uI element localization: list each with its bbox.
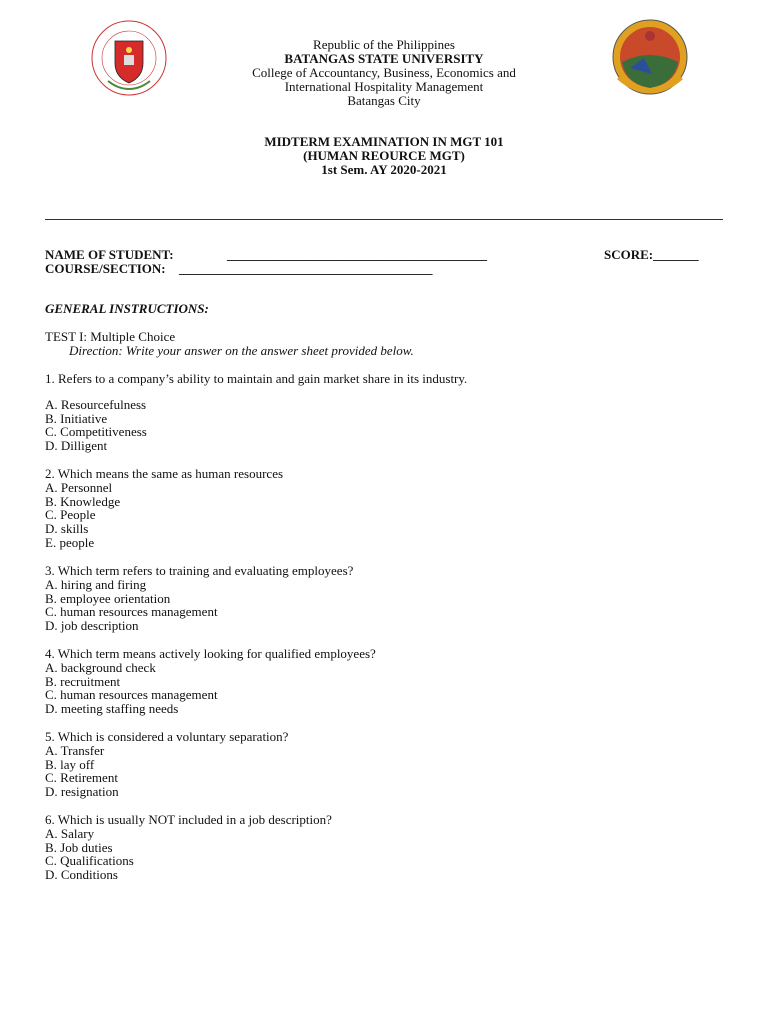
test-title: TEST I: Multiple Choice [45, 329, 176, 344]
question-text: 3. Which term refers to training and evaluating employees? [45, 563, 354, 578]
college-line-2: International Hospitality Management [284, 79, 484, 94]
city-line: Batangas City [347, 93, 421, 108]
republic-line: Republic of the Philippines [313, 37, 455, 52]
answer-option: D. meeting staffing needs [45, 701, 179, 717]
answer-option: A. Transfer [45, 742, 105, 758]
answer-option: B. employee orientation [45, 590, 171, 606]
answer-option: C. People [45, 507, 96, 523]
direction-text: Direction: Write your answer on the answer sheet provided below. [69, 343, 414, 358]
answer-option: C. Qualifications [45, 853, 134, 869]
answer-option: A. Resourcefulness [45, 396, 147, 412]
answer-option: C. human resources management [45, 604, 218, 620]
answer-option: B. Knowledge [45, 493, 121, 509]
answer-option: B. recruitment [45, 673, 121, 689]
answer-option: C. human resources management [45, 687, 218, 703]
answer-option: D. Conditions [45, 867, 118, 883]
answer-option: A. hiring and firing [45, 576, 147, 592]
answer-option: B. lay off [45, 756, 95, 772]
answer-option: D. skills [45, 521, 89, 537]
name-label: NAME OF STUDENT: [45, 247, 174, 262]
exam-title: MIDTERM EXAMINATION IN MGT 101 [264, 134, 504, 149]
university-name: BATANGAS STATE UNIVERSITY [284, 51, 484, 66]
question-text: 1. Refers to a company’s ability to maintain and gain market share in its industry. [45, 371, 468, 386]
question-item [45, 813, 332, 882]
exam-term: 1st Sem. AY 2020-2021 [321, 162, 447, 177]
question-text: 2. Which means the same as human resources [45, 466, 284, 481]
name-field[interactable]: ________________________________________ [227, 247, 487, 262]
question-text: 6. Which is usually NOT included in a job description? [45, 812, 332, 827]
answer-option: A. Salary [45, 825, 95, 841]
exam-subtitle: (HUMAN REOURCE MGT) [303, 148, 465, 163]
header-divider [45, 219, 723, 220]
question-item [45, 730, 288, 799]
answer-option: A. Personnel [45, 479, 113, 495]
college-line-1: College of Accountancy, Business, Economics and [252, 65, 516, 80]
question-item [45, 564, 353, 633]
question-item [45, 467, 283, 550]
question-item [45, 372, 467, 453]
answer-option: B. Initiative [45, 410, 108, 426]
question-text: 4. Which term means actively looking for qualified employees? [45, 646, 376, 661]
general-instructions-heading: GENERAL INSTRUCTIONS: [45, 301, 209, 316]
score-field[interactable]: SCORE:_______ [604, 247, 699, 262]
course-field[interactable]: _______________________________________ [179, 261, 433, 276]
answer-option: D. resignation [45, 784, 119, 800]
question-item [45, 647, 376, 716]
answer-option: D. job description [45, 618, 139, 634]
answer-option: C. Competitiveness [45, 424, 147, 440]
answer-option: C. Retirement [45, 770, 118, 786]
course-label: COURSE/SECTION: [45, 261, 166, 276]
answer-option: B. Job duties [45, 839, 113, 855]
answer-option: D. Dilligent [45, 438, 108, 454]
answer-option: E. people [45, 534, 95, 550]
answer-option: A. background check [45, 659, 156, 675]
question-text: 5. Which is considered a voluntary separation? [45, 729, 289, 744]
